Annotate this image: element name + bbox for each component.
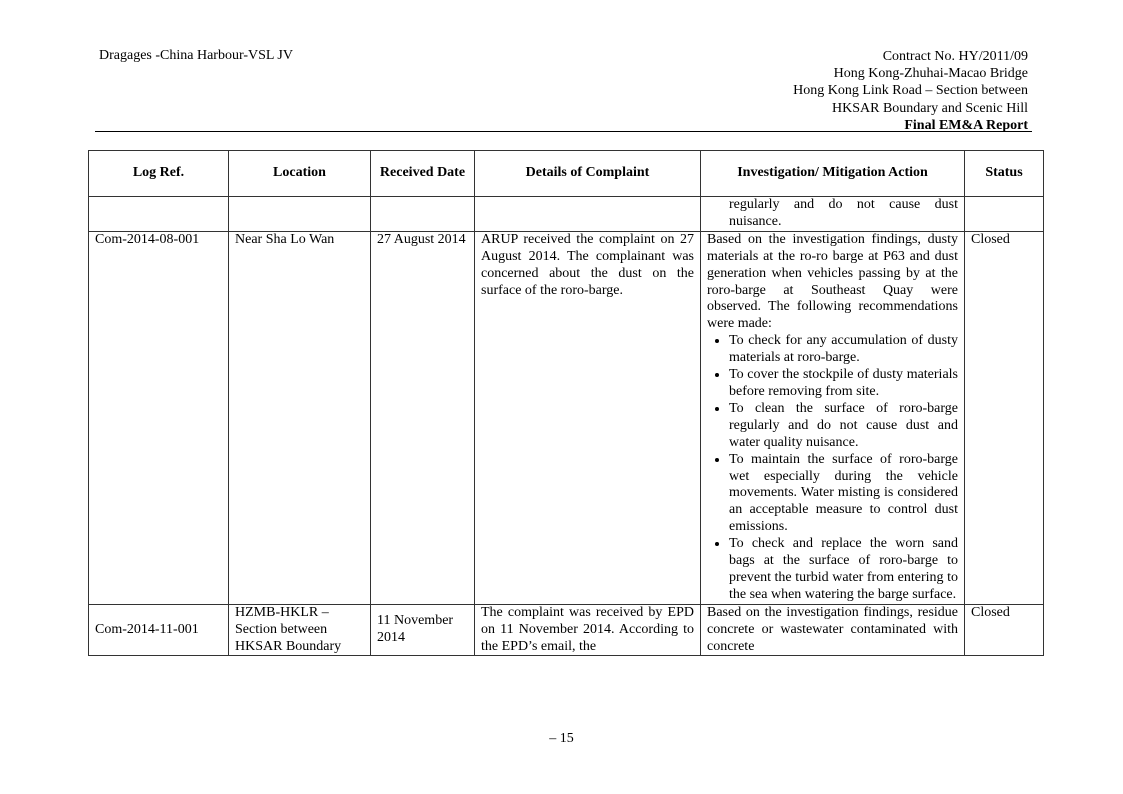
location-cell: HZMB-HKLR – Section between HKSAR Boundary	[229, 604, 371, 656]
col-header-investigation: Investigation/ Mitigation Action	[701, 151, 965, 197]
col-header-log-ref: Log Ref.	[89, 151, 229, 197]
report-title: Final EM&A Report	[904, 117, 1028, 133]
recommendation-list	[707, 333, 958, 604]
details-cell: The complaint was received by EPD on 11 November 2014. According to the EPD’s email, the	[475, 604, 701, 656]
contract-number: Contract No. HY/2011/09	[882, 49, 1028, 64]
status-cell: Closed	[965, 231, 1044, 604]
page-number: – 15	[549, 731, 574, 746]
project-section: Hong Kong Link Road – Section between	[793, 83, 1028, 99]
list-item: • To cover the stockpile of dusty materials before removing from site.	[729, 367, 958, 401]
log-ref-cell: Com-2014-11-001	[89, 604, 229, 656]
header-divider	[95, 131, 1032, 132]
project-name: Hong Kong-Zhuhai-Macao Bridge	[833, 66, 1028, 82]
list-item: • To clean the surface of roro-barge regularly and do not cause dust and water quality nuisance.	[729, 401, 958, 452]
table-row-continued	[89, 197, 1044, 232]
col-header-status: Status	[965, 151, 1044, 197]
list-item: • To check and replace the worn sand bags at the surface of roro-barge to prevent the turbid water from entering to the sea when watering the barge surface.	[729, 536, 958, 604]
complaint-log-table	[88, 150, 1044, 656]
log-ref-cell: Com-2014-08-001	[89, 231, 229, 604]
contract-info	[793, 48, 1028, 134]
received-date-cell: 11 November 2014	[371, 604, 475, 656]
col-header-details: Details of Complaint	[475, 151, 701, 197]
details-cell: ARUP received the complaint on 27 August 2014. The complainant was concerned about the dust on the surface of the roro-barge.	[475, 231, 701, 604]
investigation-intro: Based on the investigation findings, dusty materials at the ro-ro barge at P63 and dust generation when vehicles passing by at the roro-barge at Southeast Quay were observed. The following recommendations were made:	[707, 231, 958, 332]
received-date-cell: 27 August 2014	[371, 231, 475, 604]
col-header-received-date: Received Date	[371, 151, 475, 197]
list-item: • To check for any accumulation of dusty materials at roro-barge.	[729, 333, 958, 367]
table-row	[89, 604, 1044, 656]
continued-investigation-text: regularly and do not cause dust nuisance.	[729, 197, 958, 229]
location-cell: Near Sha Lo Wan	[229, 231, 371, 604]
investigation-cell: Based on the investigation findings, residue concrete or wastewater contaminated with concrete	[701, 604, 965, 656]
status-cell: Closed	[965, 604, 1044, 656]
contractor-name: Dragages -China Harbour-VSL JV	[99, 48, 293, 63]
list-item: • To maintain the surface of roro-barge wet especially during the vehicle movements. Water misting is considered an acceptable measure to control dust emissions.	[729, 452, 958, 537]
col-header-location: Location	[229, 151, 371, 197]
table-row	[89, 231, 1044, 604]
project-section-extent: HKSAR Boundary and Scenic Hill	[832, 100, 1028, 116]
table-header-row	[89, 151, 1044, 197]
investigation-cell	[701, 231, 965, 604]
